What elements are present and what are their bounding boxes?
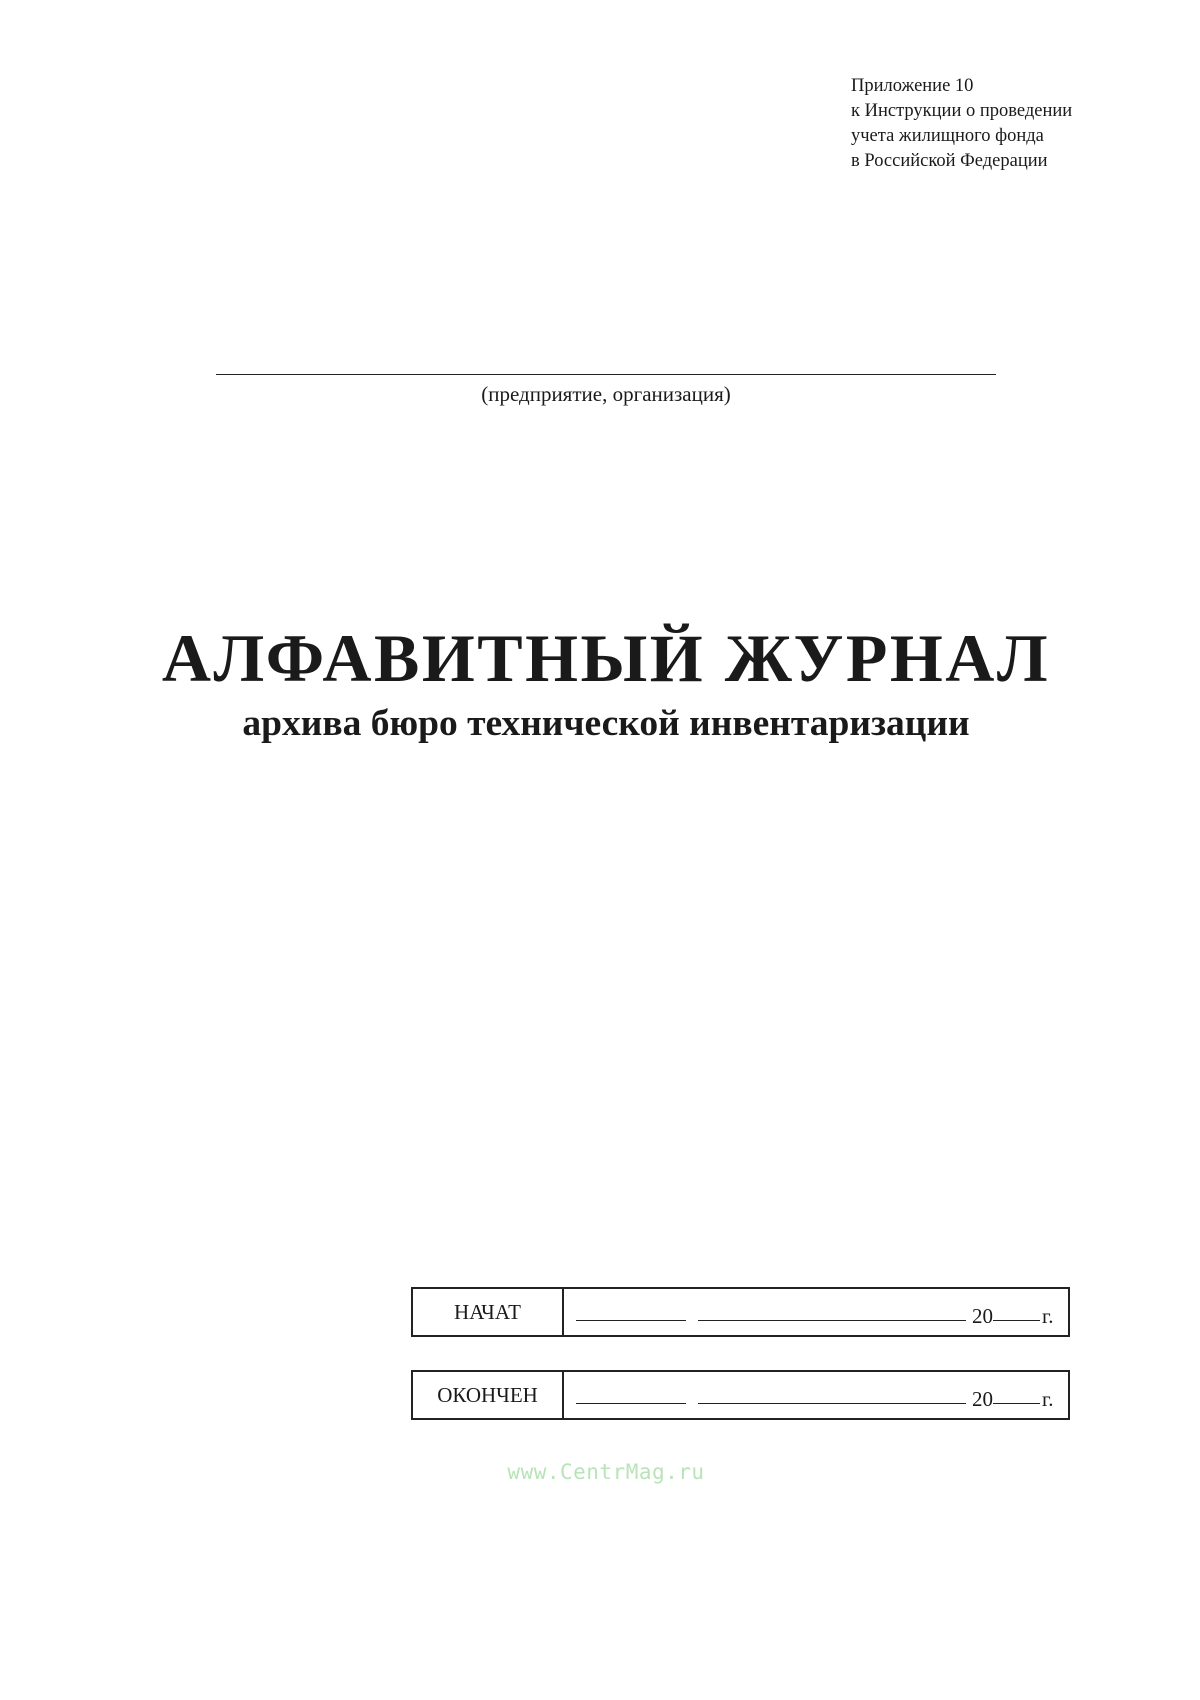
organization-caption: (предприятие, организация) xyxy=(481,382,731,406)
start-day-blank xyxy=(576,1320,686,1321)
start-date-fields xyxy=(564,1296,1068,1329)
appendix-line: в Российской Федерации xyxy=(851,151,1048,171)
end-month-blank xyxy=(698,1403,966,1404)
start-month-blank xyxy=(698,1320,966,1321)
end-year-prefix: 20 xyxy=(972,1386,993,1411)
appendix-reference xyxy=(851,74,1072,174)
end-year-suffix: г. xyxy=(1042,1386,1054,1411)
document-title: АЛФАВИТНЫЙ ЖУРНАЛ xyxy=(161,620,1051,696)
end-date-box xyxy=(411,1370,1070,1420)
appendix-line: Приложение 10 xyxy=(851,76,974,96)
start-year-blank xyxy=(993,1320,1040,1321)
organization-fill-line xyxy=(216,374,996,375)
start-year-suffix: г. xyxy=(1042,1303,1054,1328)
document-subtitle: архива бюро технической инвентаризации xyxy=(242,703,970,744)
end-year-blank xyxy=(993,1403,1040,1404)
start-date-label: НАЧАТ xyxy=(413,1289,564,1335)
appendix-line: учета жилищного фонда xyxy=(851,126,1044,146)
site-watermark: www.CentrMag.ru xyxy=(507,1460,705,1484)
end-day-blank xyxy=(576,1403,686,1404)
appendix-line: к Инструкции о проведении xyxy=(851,101,1073,121)
end-date-label: ОКОНЧЕН xyxy=(413,1372,564,1418)
start-year-prefix: 20 xyxy=(972,1303,993,1328)
end-date-fields xyxy=(564,1379,1068,1412)
start-date-box xyxy=(411,1287,1070,1337)
